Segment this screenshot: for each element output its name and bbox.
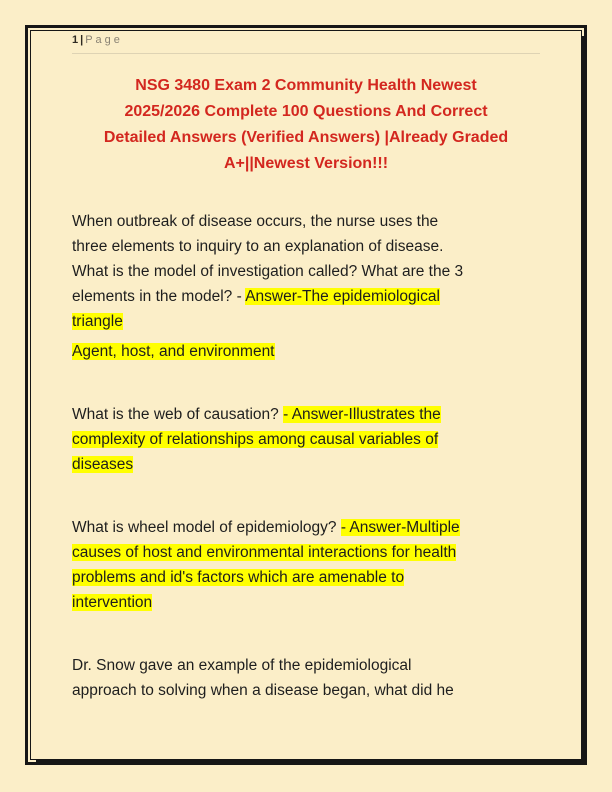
qa-block-1-question: [72, 209, 540, 334]
header-divider: |: [80, 34, 84, 46]
highlighted-answer: - Answer-Illustrates the: [283, 406, 441, 423]
highlighted-answer: Agent, host, and environment: [72, 343, 275, 360]
qa-block-3: [72, 515, 540, 615]
text-line: three elements to inquiry to an explanation of disease.: [72, 238, 444, 255]
page-header: [72, 33, 540, 54]
text-line: [72, 565, 540, 590]
text-line: [72, 339, 540, 364]
highlighted-answer: causes of host and environmental interactions for health: [72, 544, 457, 561]
highlighted-answer: problems and id's factors which are amenable to: [72, 569, 405, 586]
title-line: NSG 3480 Exam 2 Community Health Newest: [135, 77, 477, 94]
qa-block-2: [72, 402, 540, 477]
document-body: [72, 209, 540, 703]
text-line: [72, 590, 540, 615]
text-line: What is the model of investigation called? What are the 3: [72, 263, 464, 280]
text-line: elements in the model? - Answer-The epidemiological: [72, 288, 440, 305]
page-header-label: Page: [85, 34, 123, 46]
highlighted-answer: complexity of relationships among causal variables of: [72, 431, 439, 448]
text-line: [72, 452, 540, 477]
text-line: [72, 427, 540, 452]
text-line: [72, 540, 540, 565]
title-line: 2025/2026 Complete 100 Questions And Correct: [124, 103, 488, 120]
highlighted-answer: diseases: [72, 456, 134, 473]
text-line: [72, 309, 540, 334]
text-line: What is wheel model of epidemiology? - Answer-Multiple: [72, 519, 460, 536]
qa-block-4-question: [72, 653, 540, 703]
highlighted-answer: intervention: [72, 594, 153, 611]
title-line: A+||Newest Version!!!: [223, 155, 389, 172]
highlighted-answer: - Answer-Multiple: [340, 519, 460, 536]
text-line: When outbreak of disease occurs, the nurse uses the: [72, 213, 439, 230]
text-line: approach to solving when a disease began, what did he: [72, 682, 454, 699]
qa-block-1-answer-extra: [72, 339, 540, 364]
page-content: [72, 33, 540, 703]
title-line: Detailed Answers (Verified Answers) |Already Graded: [103, 129, 509, 146]
highlighted-answer: triangle: [72, 313, 123, 330]
text-line: What is the web of causation? - Answer-Illustrates the: [72, 406, 441, 423]
page-number: 1: [72, 34, 79, 46]
text-line: Dr. Snow gave an example of the epidemiological: [72, 657, 412, 674]
document-title: [72, 73, 540, 177]
highlighted-answer: Answer-The epidemiological: [245, 288, 440, 305]
